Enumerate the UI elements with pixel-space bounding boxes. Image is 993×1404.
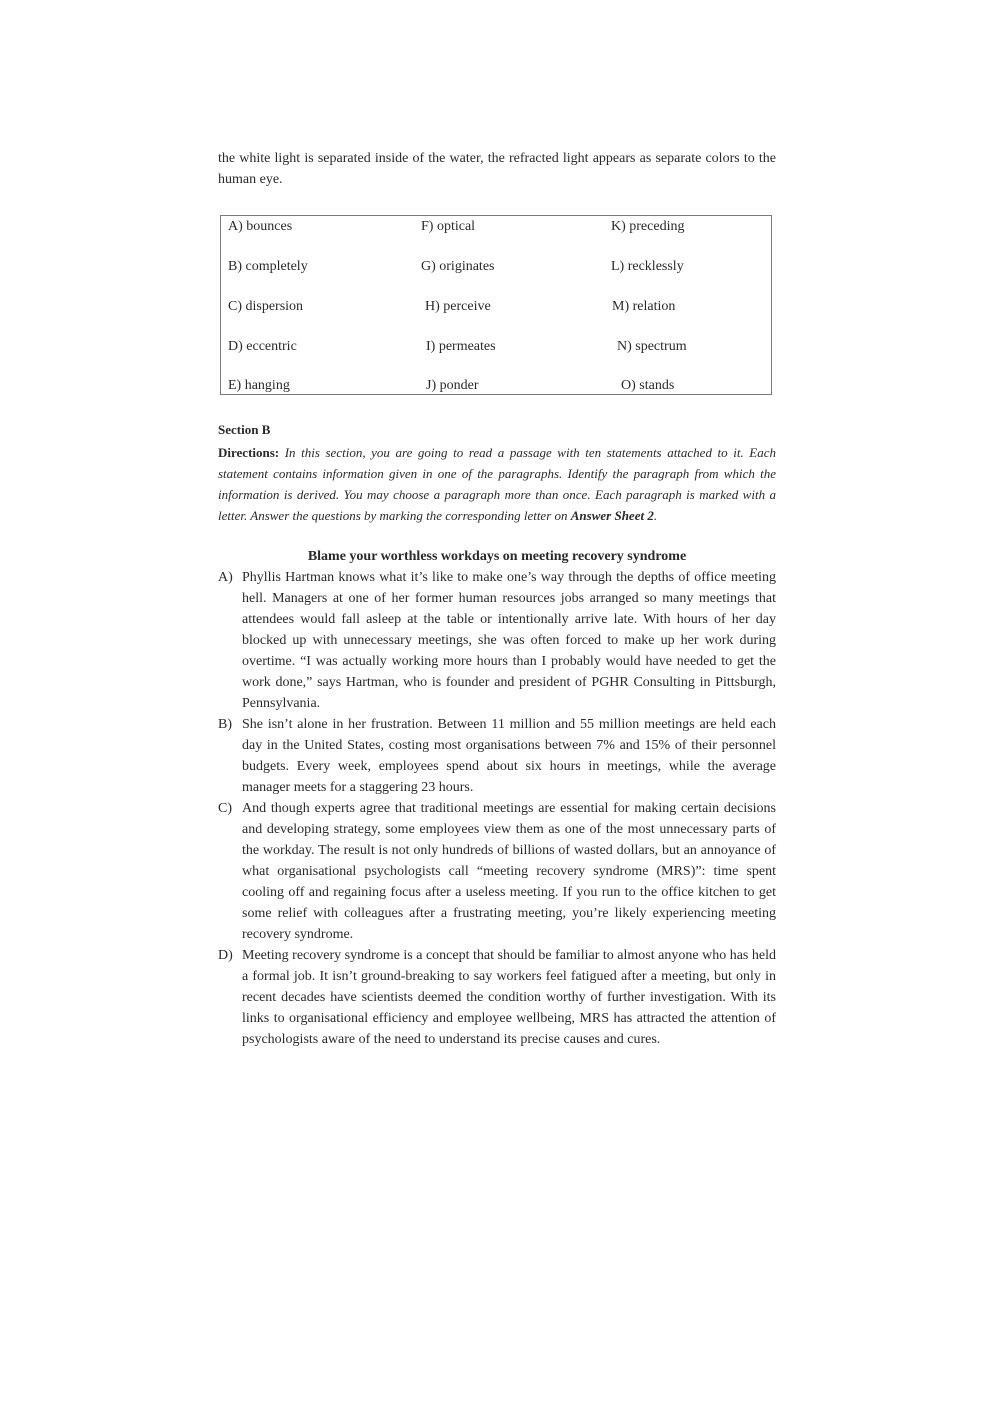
passage-paragraph-c: [218, 798, 776, 945]
section-heading: Section B: [218, 422, 271, 437]
word-bank-option: J) ponder: [426, 378, 479, 393]
word-bank-option: K) preceding: [611, 219, 685, 234]
paragraph-text: She isn’t alone in her frustration. Between 11 million and 55 million meetings are held each day in the United States, costing most organisations between 7% and 15% of their personnel budgets. Every week, employees spend about six hours in meetings, while the average manager meets for a staggering 23 hours.: [242, 717, 776, 795]
word-bank-option: N) spectrum: [617, 339, 687, 354]
intro-paragraph: the white light is separated inside of the water, the refracted light appears as separate colors to the human eye.: [218, 151, 776, 187]
word-bank-option: L) recklessly: [611, 259, 684, 274]
document-page: [218, 148, 776, 1050]
paragraph-letter: B): [218, 717, 232, 732]
directions-end: .: [653, 508, 658, 523]
paragraph-letter: A): [218, 570, 233, 585]
paragraph-text: Meeting recovery syndrome is a concept that should be familiar to almost anyone who has held a formal job. It isn’t ground-breaking to say workers feel fatigued after a meeting, but only in recent decades have scientists deemed the condition worthy of further investigation. With its links to organisational efficiency and employee wellbeing, MRS has attracted the attention of psychologists aware of the need to understand its precise causes and cures.: [242, 948, 776, 1047]
directions-text: [218, 442, 776, 526]
passage-paragraph-d: [218, 945, 776, 1050]
word-bank-option: A) bounces: [228, 219, 293, 234]
word-bank-option: O) stands: [621, 378, 675, 393]
word-bank-option: E) hanging: [228, 378, 290, 393]
word-bank-option: G) originates: [421, 259, 495, 274]
word-bank-option: I) permeates: [426, 339, 496, 354]
word-bank-option: M) relation: [612, 299, 676, 314]
word-bank-option: F) optical: [421, 219, 476, 234]
paragraph-letter: D): [218, 948, 233, 963]
word-bank-option: C) dispersion: [228, 299, 304, 314]
word-bank-option: H) perceive: [425, 299, 491, 314]
paragraph-text: Phyllis Hartman knows what it’s like to make one’s way through the depths of office meeting hell. Managers at one of her former human resources jobs arranged so many meetings that attendees would fall asleep at the table or intentionally arrive late. With hours of her day blocked up with unnecessary meetings, she was often forced to make up her work during overtime. “I was actually working more hours than I probably would have needed to get the work done,” says Hartman, who is founder and president of PGHR Consulting in Pittsburgh, Pennsylvania.: [242, 570, 776, 711]
paragraph-letter: C): [218, 801, 232, 816]
answer-sheet-reference: Answer Sheet 2: [570, 508, 654, 523]
directions-label: Directions:: [218, 445, 280, 460]
passage-title: Blame your worthless workdays on meeting recovery syndrome: [307, 549, 687, 564]
directions-body: In this section, you are going to read a passage with ten statements attached to it. Each statement contains information given in one of the paragraphs. Identify the paragraph from which the information is derived. You may choose a paragraph more than once. Each paragraph is marked with a letter. Answer the questions by marking the corresponding letter on: [218, 445, 776, 523]
paragraph-text: And though experts agree that traditional meetings are essential for making certain decisions and developing strategy, some employees view them as one of the most unnecessary parts of the workday. The result is not only hundreds of billions of wasted dollars, but an annoyance of what organisational psychologists call “meeting recovery syndrome (MRS)”: time spent cooling off and regaining focus after a useless meeting. If you run to the office kitchen to get some relief with colleagues after a frustrating meeting, you’re likely experiencing meeting recovery syndrome.: [242, 801, 776, 942]
word-bank-option: B) completely: [228, 259, 308, 274]
word-bank-option: D) eccentric: [228, 339, 297, 354]
passage-paragraph-a: [218, 567, 776, 714]
passage-paragraph-b: [218, 714, 776, 798]
word-bank-box: [220, 215, 772, 395]
